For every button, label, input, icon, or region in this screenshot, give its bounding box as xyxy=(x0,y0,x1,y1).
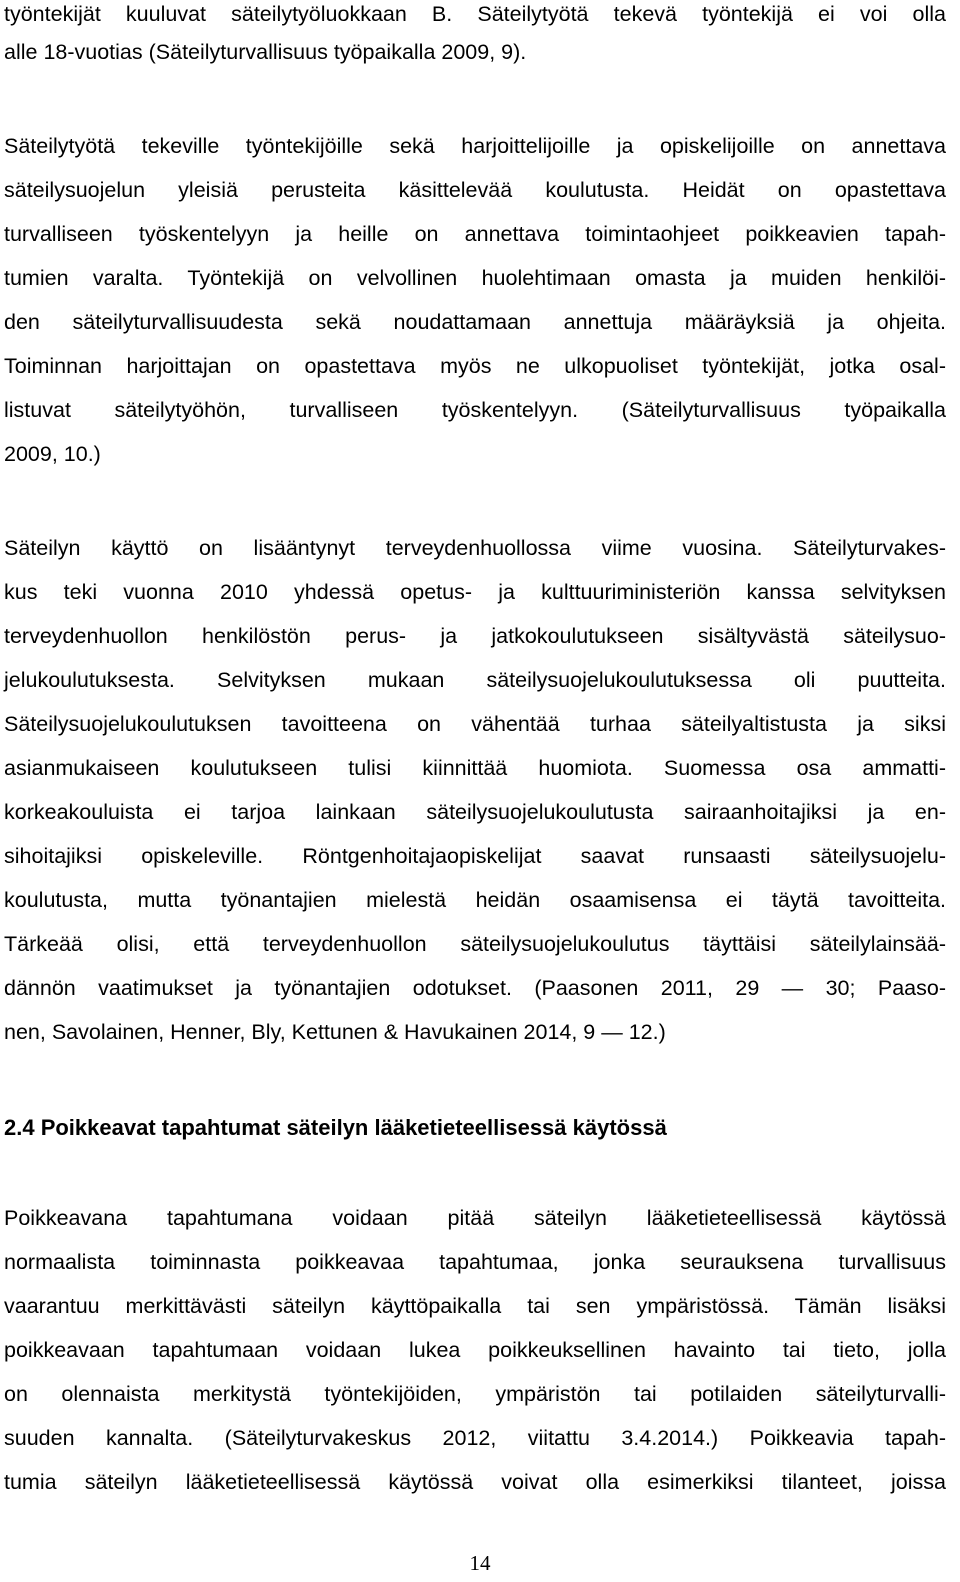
text-line: nen, Savolainen, Henner, Bly, Kettunen & Havukainen 2014, 9 — 12.) xyxy=(4,1020,666,1044)
text-line: on olennaista merkitystä työntekijöiden, ympäristön tai potilaiden säteilyturvalli- xyxy=(4,1382,946,1406)
text-line: työntekijät kuuluvat säteilytyöluokkaan B. Säteilytyötä tekevä työntekijä ei voi olla xyxy=(4,2,946,26)
text-line: terveydenhuollon henkilöstön perus- ja jatkokoulutukseen sisältyvästä säteilysuo- xyxy=(4,624,946,648)
text-line: dännön vaatimukset ja työnantajien odotukset. (Paasonen 2011, 29 — 30; Paaso- xyxy=(4,976,946,1000)
page-number: 14 xyxy=(469,1551,491,1575)
text-line: Säteilytyötä tekeville työntekijöille sekä harjoittelijoille ja opiskelijoille on annettava xyxy=(4,134,946,158)
text-line: korkeakouluista ei tarjoa lainkaan säteilysuojelukoulutusta sairaanhoitajiksi ja en- xyxy=(4,800,946,824)
text-line: koulutusta, mutta työnantajien mielestä heidän osaamisensa ei täytä tavoitteita. xyxy=(4,888,946,912)
text-line: sihoitajiksi opiskeleville. Röntgenhoitajaopiskelijat saavat runsaasti säteilysuojelu- xyxy=(4,844,946,868)
text-line: Säteilysuojelukoulutuksen tavoitteena on vähentää turhaa säteilyaltistusta ja siksi xyxy=(4,712,946,736)
text-line: listuvat säteilytyöhön, turvalliseen työskentelyyn. (Säteilyturvallisuus työpaikalla xyxy=(4,398,946,422)
text-line: Poikkeavana tapahtumana voidaan pitää säteilyn lääketieteellisessä käytössä xyxy=(4,1206,946,1230)
text-line: vaarantuu merkittävästi säteilyn käyttöpaikalla tai sen ympäristössä. Tämän lisäksi xyxy=(4,1294,946,1318)
text-line: Toiminnan harjoittajan on opastettava myös ne ulkopuoliset työntekijät, jotka osal- xyxy=(4,354,946,378)
text-line: tumia säteilyn lääketieteellisessä käytössä voivat olla esimerkiksi tilanteet, joissa xyxy=(4,1470,946,1494)
text-line: normaalista toiminnasta poikkeavaa tapahtumaa, jonka seurauksena turvallisuus xyxy=(4,1250,946,1274)
text-line: suuden kannalta. (Säteilyturvakeskus 2012, viitattu 3.4.2014.) Poikkeavia tapah- xyxy=(4,1426,946,1450)
text-line: kus teki vuonna 2010 yhdessä opetus- ja kulttuuriministeriön kanssa selvityksen xyxy=(4,580,946,604)
text-line: säteilysuojelun yleisiä perusteita käsittelevää koulutusta. Heidät on opastettava xyxy=(4,178,946,202)
text-line: den säteilyturvallisuudesta sekä noudattamaan annettuja määräyksiä ja ohjeita. xyxy=(4,310,946,334)
text-line: tumien varalta. Työntekijä on velvollinen huolehtimaan omasta ja muiden henkilöi- xyxy=(4,266,946,290)
text-line: alle 18-vuotias (Säteilyturvallisuus työpaikalla 2009, 9). xyxy=(4,40,527,64)
text-line: poikkeavaan tapahtumaan voidaan lukea poikkeuksellinen havainto tai tieto, jolla xyxy=(4,1338,946,1362)
text-line: 2009, 10.) xyxy=(4,442,101,466)
text-line: asianmukaiseen koulutukseen tulisi kiinnittää huomiota. Suomessa osa ammatti- xyxy=(4,756,946,780)
text-line: jelukoulutuksesta. Selvityksen mukaan säteilysuojelukoulutuksessa oli puutteita. xyxy=(4,668,946,692)
section-heading: 2.4 Poikkeavat tapahtumat säteilyn lääketieteellisessä käytössä xyxy=(4,1115,667,1140)
text-line: Tärkeää olisi, että terveydenhuollon säteilysuojelukoulutus täyttäisi säteilylainsää- xyxy=(4,932,946,956)
text-line: Säteilyn käyttö on lisääntynyt terveydenhuollossa viime vuosina. Säteilyturvakes- xyxy=(4,536,946,560)
text-line: turvalliseen työskentelyyn ja heille on annettava toimintaohjeet poikkeavien tapah- xyxy=(4,222,946,246)
